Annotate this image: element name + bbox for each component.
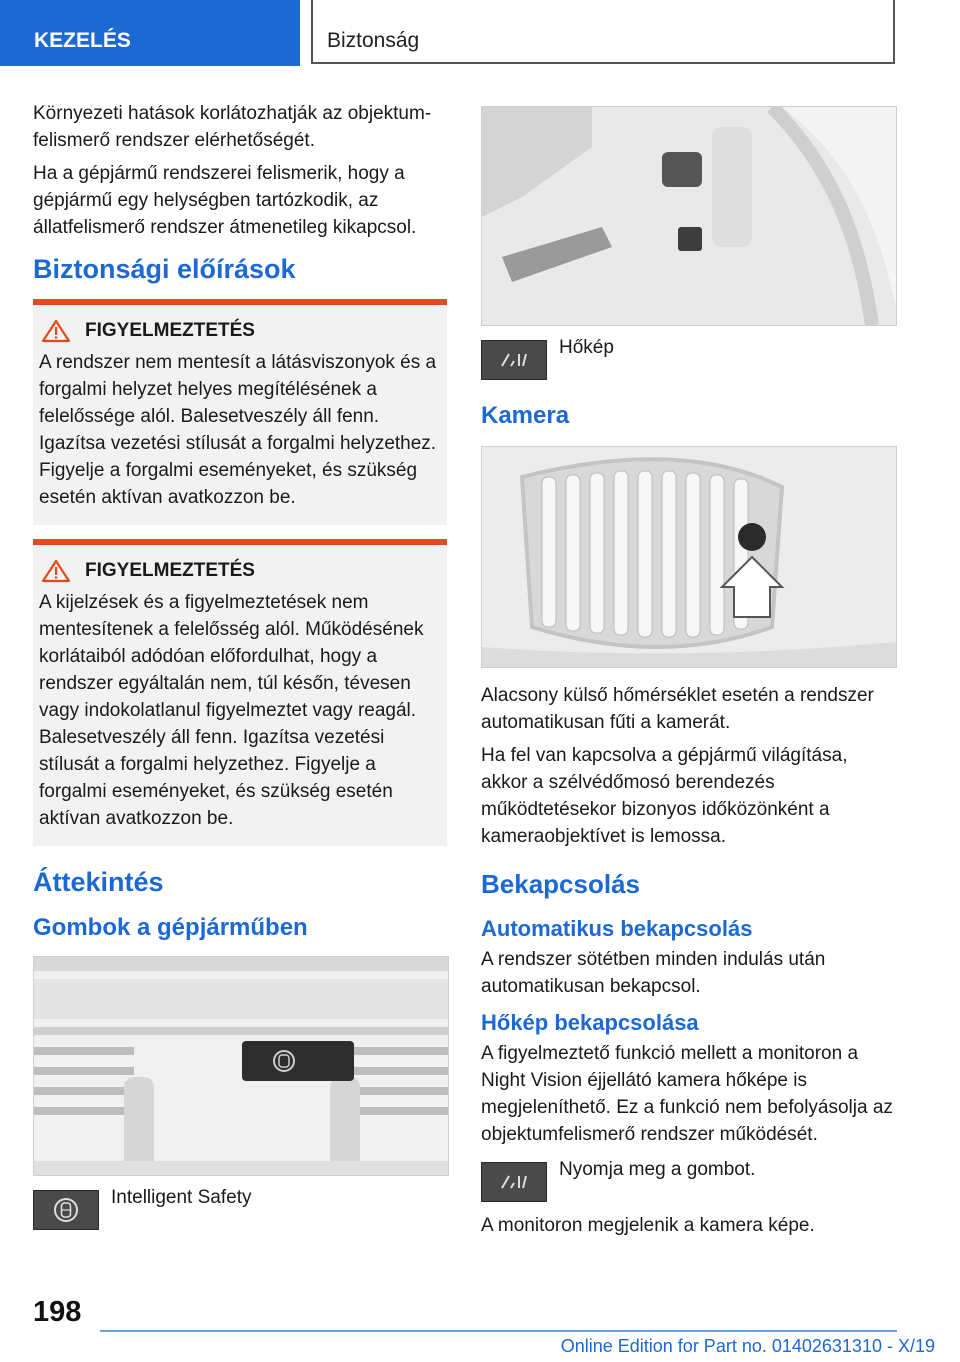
night-vision-button-icon bbox=[481, 340, 547, 380]
warning-title: FIGYELMEZTETÉS bbox=[85, 320, 255, 341]
footer-divider bbox=[100, 1330, 897, 1332]
hokep-button-row bbox=[481, 337, 895, 380]
page-number: 198 bbox=[33, 1296, 82, 1328]
buttons-heading: Gombok a gépjárműben bbox=[33, 914, 308, 941]
intelligent-safety-label: Intelligent Safety bbox=[111, 1187, 252, 1208]
monitor-text: A monitoron megjelenik a kamera képe. bbox=[481, 1215, 815, 1236]
intelligent-safety-icon bbox=[33, 1190, 99, 1230]
camera-paragraph-1: Alacsony külső hőmérséklet esetén a rendszer automatikusan fűti a kamerát. bbox=[481, 685, 874, 733]
edition-text: Online Edition for Part no. 01402631310 - X/19 bbox=[560, 1336, 935, 1356]
chapter-title: Biztonság bbox=[311, 0, 895, 64]
press-button-row bbox=[481, 1159, 895, 1202]
warning-triangle-icon bbox=[41, 319, 71, 343]
section-tab: KEZELÉS bbox=[0, 0, 300, 66]
auto-switch-on-text: A rendszer sötétben minden indulás után automatikusan bekapcsol. bbox=[481, 949, 826, 997]
intro-paragraph-1: Környezeti hatások korlátozhatják az objektum-felismerő rendszer elérhetőségét. bbox=[33, 103, 432, 151]
warning-box-2 bbox=[33, 539, 447, 846]
steering-area-photo bbox=[481, 106, 897, 326]
safety-heading: Biztonsági előírások bbox=[33, 254, 296, 284]
warning-box-1 bbox=[33, 299, 447, 525]
intelligent-safety-button-row bbox=[33, 1187, 447, 1230]
warning-text: A rendszer nem mentesít a látásviszonyok és a forgalmi helyzet helyes megítélésének a felelőssége alól. Balesetveszély áll fenn. Igazítsa vezetési stílusát a forgalmi helyzethez. Figyelje a forgalmi eseményeket, és szükség esetén aktívan avatkozzon be. bbox=[39, 352, 437, 508]
camera-paragraph-2: Ha fel van kapcsolva a gépjármű világítása, akkor a szélvédőmosó berendezés működtetésekor bizonyos időközönként a kameraobjektívet is lemossa. bbox=[481, 745, 848, 847]
switch-on-heading: Bekapcsolás bbox=[481, 869, 640, 899]
thermal-image-heading: Hőkép bekapcsolása bbox=[481, 1010, 699, 1035]
night-vision-button-icon bbox=[481, 1162, 547, 1202]
camera-heading: Kamera bbox=[481, 402, 570, 429]
thermal-image-text: A figyelmeztető funkció mellett a monitoron a Night Vision éjjellátó kamera hőképe is megjeleníthető. Ez a funkció nem befolyásolja az objektumfelismerő rendszer működését. bbox=[481, 1043, 893, 1145]
intro-paragraph-2: Ha a gépjármű rendszerei felismerik, hogy a gépjármű egy helységben tartózkodik, az állatfelismerő rendszer átmenetileg kikapcsol. bbox=[33, 163, 417, 238]
left-column bbox=[33, 100, 447, 1240]
auto-switch-on-heading: Automatikus bekapcsolás bbox=[481, 916, 753, 941]
press-button-text: Nyomja meg a gombot. bbox=[559, 1159, 756, 1180]
right-column bbox=[481, 106, 895, 1245]
warning-title: FIGYELMEZTETÉS bbox=[85, 560, 255, 581]
warning-text: A kijelzések és a figyelmeztetések nem mentesítenek a felelősség alól. Működésének korlátaiból adódóan előfordulhat, hogy a rendszer egyáltalán nem, túl későn, tévesen vagy indokolatlanul figyelmeztet vagy reagál. Balesetveszély áll fenn. Igazítsa vezetési stílusát a forgalmi helyzethez. Figyelje a forgalmi eseményeket, és szükség esetén aktívan avatkozzon be. bbox=[39, 592, 424, 829]
camera-grille-photo bbox=[481, 446, 897, 668]
hokep-label: Hőkép bbox=[559, 337, 614, 358]
page-header bbox=[0, 0, 960, 66]
dashboard-buttons-photo bbox=[33, 956, 449, 1176]
warning-triangle-icon bbox=[41, 559, 71, 583]
overview-heading: Áttekintés bbox=[33, 867, 164, 897]
